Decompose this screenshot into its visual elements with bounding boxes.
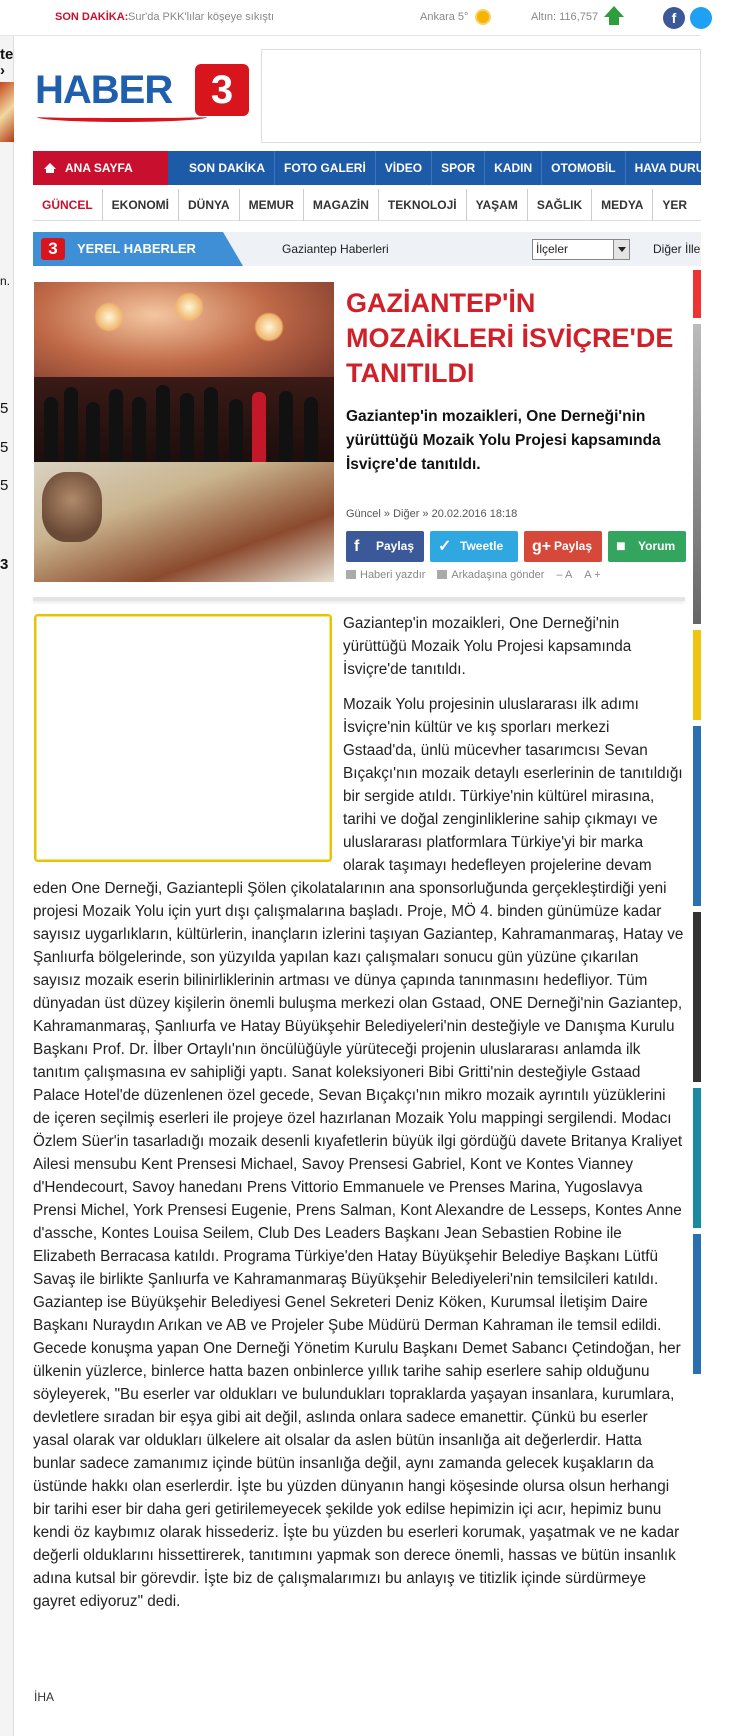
share-twitter-button[interactable] bbox=[430, 531, 518, 562]
twitter-icon: ✓ bbox=[438, 538, 452, 555]
logo-swoosh bbox=[37, 112, 207, 122]
nav-item-otomobil[interactable]: OTOMOBİL bbox=[541, 151, 624, 185]
person-red-suit bbox=[252, 392, 266, 464]
left-fragment-text: n. bbox=[0, 274, 11, 288]
font-increase-button[interactable]: A + bbox=[584, 569, 601, 581]
left-fragment-thumbnail[interactable] bbox=[0, 82, 14, 142]
up-arrow-icon-stem bbox=[609, 16, 619, 25]
share-buttons bbox=[346, 531, 686, 562]
header-banner-ad[interactable] bbox=[261, 49, 701, 143]
top-bar bbox=[0, 0, 701, 36]
right-fragment-block[interactable] bbox=[693, 912, 701, 1082]
hero-crowd bbox=[34, 377, 334, 467]
category-guncel[interactable]: GÜNCEL bbox=[42, 198, 93, 212]
nav-item-son-dakika[interactable]: SON DAKİKA bbox=[189, 161, 266, 175]
article-summary: Gaziantep'in mozaikleri, One Derneği'nin yürüttüğü Mozaik Yolu Projesi kapsamında İsviçre'de tanıtıldı. bbox=[346, 408, 661, 473]
right-fragment-block[interactable] bbox=[693, 630, 701, 720]
breaking-news-ticker[interactable]: Sur'da PKK'lılar köşeye sıkıştı bbox=[128, 11, 275, 23]
right-fragment-block[interactable] bbox=[693, 1088, 701, 1228]
right-fragment-block[interactable] bbox=[693, 1234, 701, 1374]
local-news-bar bbox=[33, 232, 701, 266]
district-select[interactable] bbox=[532, 239, 630, 260]
crowd-person bbox=[86, 402, 100, 467]
crowd-person bbox=[64, 387, 78, 467]
nav-home[interactable] bbox=[33, 151, 168, 185]
category-yerel[interactable]: YER bbox=[652, 189, 696, 221]
print-link[interactable] bbox=[346, 569, 425, 581]
other-cities-link[interactable]: Diğer İlle bbox=[653, 242, 701, 256]
right-fragment-block[interactable] bbox=[693, 324, 701, 624]
share-facebook-button[interactable] bbox=[346, 531, 424, 562]
category-dunya[interactable]: DÜNYA bbox=[178, 189, 239, 221]
left-fragment-text: 5 bbox=[0, 477, 9, 494]
article-hero-image[interactable] bbox=[34, 282, 334, 582]
article-title: GAZİANTEP'İN MOZAİKLERİ İSVİÇRE'DE TANITILDI bbox=[346, 288, 674, 388]
twitter-icon[interactable] bbox=[690, 7, 712, 29]
nav-item-spor[interactable]: SPOR bbox=[431, 151, 484, 185]
right-fragment-block[interactable] bbox=[693, 726, 701, 906]
crowd-person bbox=[279, 391, 293, 467]
article-body bbox=[33, 612, 685, 1625]
home-icon-base bbox=[46, 168, 54, 173]
left-fragment-text: 5 bbox=[0, 400, 9, 417]
ad-float-spacer bbox=[33, 612, 343, 864]
nav-item-hava-durumu[interactable]: HAVA DURUMU bbox=[625, 151, 732, 185]
chandelier-light bbox=[254, 312, 284, 342]
left-fragment-text: te bbox=[0, 46, 14, 63]
comment-label: Yorum bbox=[638, 539, 676, 553]
chandelier-light bbox=[174, 292, 204, 322]
send-to-friend-link[interactable] bbox=[437, 569, 544, 581]
facebook-icon: f bbox=[354, 538, 360, 555]
chandelier-light bbox=[94, 302, 124, 332]
district-select-value: İlçeler bbox=[536, 242, 569, 256]
print-label: Haberi yazdır bbox=[360, 569, 426, 581]
section-divider bbox=[33, 597, 685, 601]
article-paragraph: Mozaik Yolu projesinin uluslararası ilk adımı İsviçre'nin kültür ve kış sporları merkezi Gstaad'da, ünlü mücevher tasarımcısı Sevan Bıçakçı'nın mozaik detaylı eserlerinin de tanıtıldığı bir sergide atıldı. Türkiye'nin kültürel mirasına, tarihi ve doğal zenginliklerine sahip çıkmayı ve uluslararası platformlara Türkiye'yi bir marka olarak taşımayı hedefleyen projelerine devam eden One Derneği, Gaziantepli Şölen çikolatalarının ana sponsorluğunda gerçekleştirdiği yeni projesi Mozaik Yolu için yurt dışı çalışmalarına başladı. Proje, MÖ 4. binden günümüze kadar sayısız uygarlıkların, kültürlerin, inançların izlerini taşıyan Gaziantep, Kahramanmaraş, Hatay ve Şanlıurfa bölgelerinde, son yüzyılda yapılan kazı çalışmaları sonucu gün yüzüne çıkarılan sayısız mozaik eserin bilinirliklerinin artması ve dünya çapında tanınmasını hedefliyor. Tüm dünyadan üst düzey kişilerin önemli buluşma merkezi olan Gstaad, ONE Derneği'nin Gaziantep, Kahramanmaraş, Şanlıurfa ve Hatay Büyükşehir Belediyeleri'nin desteğiyle ve Danışma Kurulu Başkanı Prof. Dr. İlber Ortaylı'nın öncülüğüyle yürüteceği projenin uluslararası anlamda ilk tanıtım çalışmasına ev sahipliği yaptı. Sanat koleksiyoneri Bibi Gritti'nin desteğiyle Gstaad Palace Hotel'de düzenlenen özel gecede, Sevan Bıçakçı'nın mikro mozaik ayrıntılı yüzüklerini de içeren seçilmiş eserleri ile projeye özel hazırlanan Mozaik Yolu mappingi sergilendi. Modacı Özlem Süer'in tasarladığı mozaik desenli kıyafetlerin büyük ilgi gördüğü davete Britanya Kraliyet Ailesi mensubu Kent Prensesi Michael, Savoy Prensesi Gabriel, Kont ve Kontes Vianney d'Hendecourt, Savoy hanedanı Prens Vittorio Emmanuele ve Prenses Marina, Yugoslavya Prensi Michel, York Prensesi Eugenie, Prens Salman, Kont Alexandre de Lesseps, Kontes Anne d'assche, Kontes Louisa Seilem, Club Des Leaders Başkanı Jean Sebastien Robine ile Elizabeth Berracasa katıldı. Programa Türkiye'den Hatay Büyükşehir Belediye Başkanı Lütfü Savaş ile birlikte Şanlıurfa ve Kahramanmaraş Büyükşehir Belediyeleri'nin temsilcileri katıldı. Gaziantep ise Büyükşehir Belediyesi Genel Sekreteri Deniz Köken, Kurumsal İletişim Daire Başkanı Nuraydın Arıkan ve AB ve Projeler Şube Müdürü Derman Kahraman ile temsil edildi. Gecede konuşma yapan One Derneği Yönetim Kurulu Başkanı Demet Sabancı Çetindoğan, her ülkenin yüzlerce, binlerce hatta bazen onbinlerce yıllık tarihe sahip eserlere sahip olduğunu söyleyerek, "Bu eserler var oldukları ve bulundukları topraklarda yaşayan insanlara, kurumlara, devletlere sıradan bir eşya gibi ait değil, aslında onlara sadece emanettir. Çünkü bu eserler yasal olarak var oldukları ülkelere ait olsalar da aslen bütün insanlığa ait değerlerdir. Hatta bunlar sadece zamanımız içinde bütün insanlığa değil, aynı zamanda gelecek kuşakların da üstünde hakkı olan eserlerdir. İşte bu yüzden dünyanın hangi köşesinde olursa olsun herhangi bir tarihi eser bir daha geri getirilemeyecek şekilde yok edilse hepimizin içi acır, hepimiz bunu kendi öz kaybımız olarak hissederiz. İşte bu yüzden bu eserleri korumak, yaşatmak ve ne kadar değerli olduklarını hissettirerek, tanıtımını yapmak son derece önemli, hassas ve bütün insanlık adına kutsal bir görevdir. İşte biz de çalışmalarımızı bu anlayış ve titizlik içinde sürdürmeye gayret ediyoruz" dedi. bbox=[33, 696, 684, 1610]
right-sidebar-fragment bbox=[693, 270, 701, 1380]
category-memur[interactable]: MEMUR bbox=[239, 189, 303, 221]
left-fragment-text: 3 bbox=[0, 556, 9, 573]
font-decrease-button[interactable]: – A bbox=[556, 569, 573, 581]
nav-item-video[interactable]: VİDEO bbox=[375, 151, 431, 185]
city-news-link[interactable]: Gaziantep Haberleri bbox=[282, 242, 389, 256]
category-saglik[interactable]: SAĞLIK bbox=[527, 189, 591, 221]
site-logo[interactable] bbox=[35, 64, 255, 124]
envelope-icon bbox=[437, 570, 447, 579]
share-facebook-label: Paylaş bbox=[376, 539, 415, 553]
send-label: Arkadaşına gönder bbox=[451, 569, 545, 581]
secondary-nav bbox=[33, 189, 701, 221]
mosaic-face bbox=[42, 472, 102, 542]
article-meta: Güncel » Diğer » 20.02.2016 18:18 bbox=[346, 508, 518, 520]
right-fragment-block[interactable] bbox=[693, 270, 701, 318]
nav-item-foto-galeri[interactable]: FOTO GALERİ bbox=[274, 151, 375, 185]
category-teknoloji[interactable]: TEKNOLOJİ bbox=[378, 189, 466, 221]
chevron-down-icon bbox=[613, 240, 629, 259]
article-source: İHA bbox=[34, 1690, 55, 1704]
left-fragment-text: › bbox=[0, 62, 5, 79]
breaking-news-label: SON DAKİKA: bbox=[55, 11, 129, 23]
crowd-person bbox=[44, 397, 58, 467]
crowd-person bbox=[180, 393, 194, 467]
category-magazin[interactable]: MAGAZİN bbox=[303, 189, 378, 221]
share-twitter-label: Tweetle bbox=[460, 539, 504, 553]
crowd-person bbox=[304, 397, 318, 467]
left-fragment-text: 5 bbox=[0, 439, 9, 456]
category-yasam[interactable]: YAŞAM bbox=[466, 189, 527, 221]
logo-number-badge: 3 bbox=[195, 64, 249, 116]
gold-price-text[interactable]: Altın: 116,757 bbox=[531, 11, 599, 23]
weather-text[interactable]: Ankara 5° bbox=[420, 11, 469, 23]
article-paragraph: Gaziantep'in mozaikleri, One Derneği'nin yürüttüğü Mozaik Yolu Projesi kapsamında İsviçre'de tanıtıldı. bbox=[343, 615, 632, 678]
share-gplus-label: Paylaş bbox=[554, 539, 593, 553]
category-medya[interactable]: MEDYA bbox=[591, 189, 652, 221]
printer-icon bbox=[346, 570, 356, 579]
sun-icon bbox=[475, 9, 491, 25]
share-gplus-button[interactable] bbox=[524, 531, 602, 562]
crowd-person bbox=[132, 397, 146, 467]
left-sidebar-fragment bbox=[0, 0, 14, 1736]
crowd-person bbox=[109, 389, 123, 467]
crowd-person bbox=[229, 399, 243, 467]
logo-wordmark: HABER bbox=[35, 68, 173, 112]
nav-item-kadin[interactable]: KADIN bbox=[484, 151, 541, 185]
crowd-person bbox=[204, 387, 218, 467]
category-ekonomi[interactable]: EKONOMİ bbox=[102, 189, 178, 221]
primary-nav bbox=[33, 151, 724, 185]
comment-button[interactable] bbox=[608, 531, 686, 562]
google-plus-icon: g+ bbox=[532, 538, 552, 555]
local-news-badge: 3 bbox=[41, 238, 65, 260]
crowd-person bbox=[156, 385, 170, 467]
comment-icon: ■ bbox=[616, 538, 626, 555]
nav-home-label: ANA SAYFA bbox=[65, 161, 133, 175]
article-tools bbox=[346, 569, 601, 581]
local-news-label: YEREL HABERLER bbox=[77, 241, 196, 256]
facebook-icon[interactable]: f bbox=[663, 7, 685, 29]
